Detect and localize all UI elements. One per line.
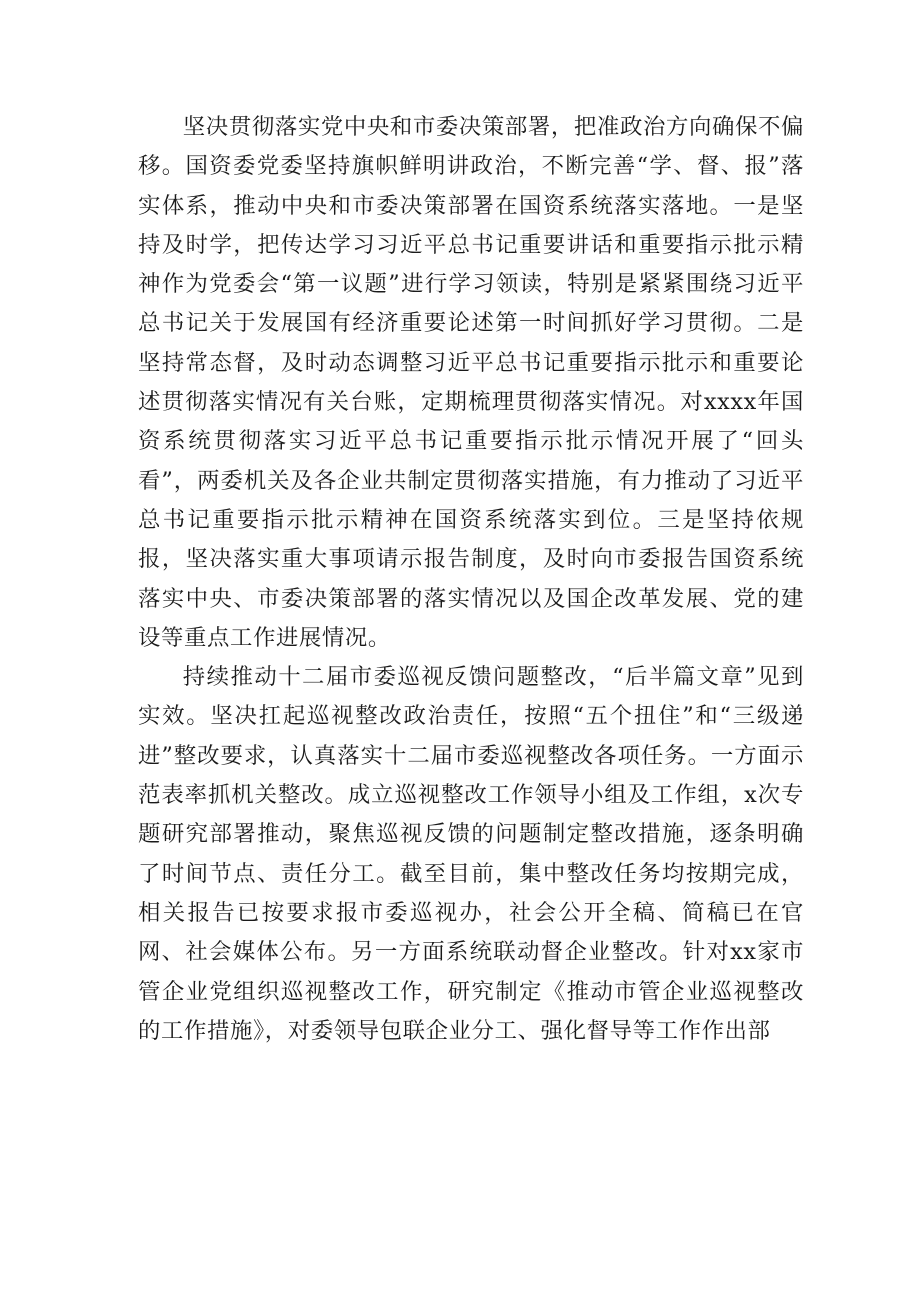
document-body	[138, 108, 804, 1051]
paragraph-1: 坚决贯彻落实党中央和市委决策部署，把准政治方向确保不偏移。国资委党委坚持旗帜鲜明讲政治，不断完善“学、督、报”落实体系，推动中央和市委决策部署在国资系统落实落地。一是坚持及时学，把传达学习习近平总书记重要讲话和重要指示批示精神作为党委会“第一议题”进行学习领读，特别是紧紧围绕习近平总书记关于发展国有经济重要论述第一时间抓好学习贯彻。二是坚持常态督，及时动态调整习近平总书记重要指示批示和重要论述贯彻落实情况有关台账，定期梳理贯彻落实情况。对xxxx年国资系统贯彻落实习近平总书记重要指示批示情况开展了“回头看”，两委机关及各企业共制定贯彻落实措施，有力推动了习近平总书记重要指示批示精神在国资系统落实到位。三是坚持依规报，坚决落实重大事项请示报告制度，及时向市委报告国资系统落实中央、市委决策部署的落实情况以及国企改革发展、党的建设等重点工作进展情况。	[138, 114, 804, 651]
paragraph-2: 持续推动十二届市委巡视反馈问题整改，“后半篇文章”见到实效。坚决扛起巡视整改政治责任，按照“五个扭住”和“三级递进”整改要求，认真落实十二届市委巡视整改各项任务。一方面示范表率抓机关整改。成立巡视整改工作领导小组及工作组，x次专题研究部署推动，聚焦巡视反馈的问题制定整改措施，逐条明确了时间节点、责任分工。截至目前，集中整改任务均按期完成，相关报告已按要求报市委巡视办，社会公开全稿、简稿已在官网、社会媒体公布。另一方面系统联动督企业整改。针对xx家市管企业党组织巡视整改工作，研究制定《推动市管企业巡视整改的工作措施》，对委领导包联企业分工、强化督导等工作作出部	[138, 664, 804, 1044]
